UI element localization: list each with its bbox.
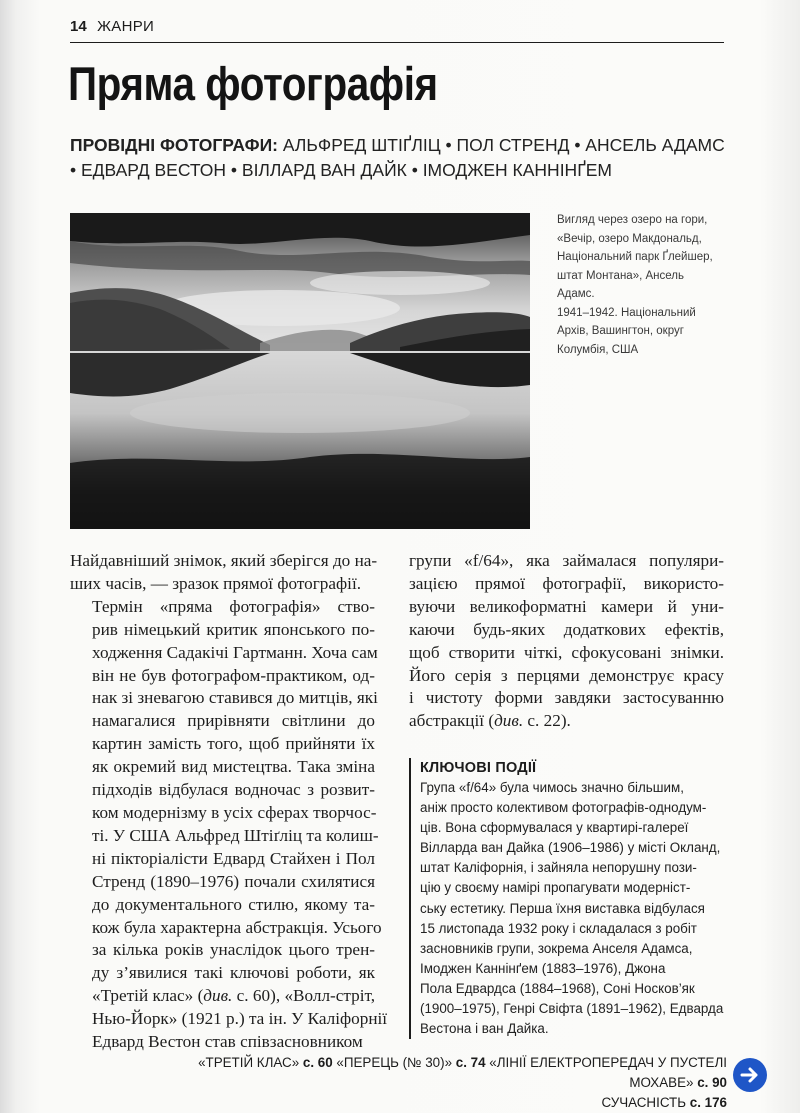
text-line: підходів відбулася водночас з розвит- — [92, 780, 375, 800]
text-line: Вестона і ван Дайка. — [420, 1021, 549, 1037]
text-line: Імоджен Каннінґем (1883–1976), Джона — [420, 960, 666, 976]
text-line: за кілька років унаслідок цього трен- — [92, 940, 375, 960]
footer-line-1 — [132, 1053, 727, 1093]
text-line: (1900–1975), Генрі Свіфта (1891–1962), Едварда — [420, 1001, 724, 1017]
photographers-names-1: АЛЬФРЕД ШТІҐЛІЦ • ПОЛ СТРЕНД • АНСЕЛЬ АДАМС — [282, 135, 725, 155]
cross-reference: див. — [203, 986, 233, 1006]
caption-line: «Вечір, озеро Макдональд, — [557, 232, 702, 245]
key-events-box — [409, 758, 740, 1039]
footer-link-page: с. 74 — [455, 1055, 486, 1070]
text-line: щоб створити чіткі, сфокусовані знімки. — [409, 642, 724, 662]
text-line: до документального стилю, якому та- — [92, 894, 375, 914]
footer-link-page: с. 60 — [302, 1055, 333, 1070]
text-line: Пола Едвардса (1884–1968), Соні Носков’як — [420, 980, 695, 996]
caption-line: Колумбія, США — [557, 343, 639, 356]
footer-link-page: с. 176 — [689, 1095, 727, 1110]
photographers-names-2: • ЕДВАРД ВЕСТОН • ВІЛЛАРД ВАН ДАЙК • ІМОДЖЕН КАННІНҐЕМ — [70, 160, 612, 180]
body-column-right — [409, 550, 724, 733]
paragraph-3 — [409, 550, 724, 733]
next-page-button[interactable] — [733, 1058, 767, 1092]
lake-mountains-photo — [70, 213, 530, 529]
caption-line: 1941–1942. Національний — [557, 306, 696, 319]
footer-link-title: СУЧАСНІСТЬ — [601, 1095, 687, 1110]
cross-reference: див. — [494, 711, 524, 731]
text-line: Термін «пряма фотографія» ство- — [92, 596, 375, 616]
text-line: ходження Садакічі Гартманн. Хоча сам — [92, 642, 378, 662]
footer-references — [132, 1053, 727, 1113]
text-fragment: с. 60), «Волл-стріт, — [232, 986, 375, 1006]
text-line: зацією прямої фотографії, використо- — [409, 573, 724, 593]
text-line — [70, 985, 375, 1008]
text-line: 15 листопада 1932 року і складалася з робіт — [420, 920, 697, 936]
text-fragment: с. 22). — [523, 711, 571, 731]
text-line: Група «f/64» була чимось значно більшим, — [420, 780, 684, 795]
footer-link-title: «ПЕРЕЦЬ (№ 30)» — [336, 1055, 453, 1070]
text-line: Вілларда ван Дайка (1906–1986) у місті Окланд, — [420, 840, 721, 856]
text-line: ті. У США Альфред Штіґліц та колиш- — [92, 825, 379, 845]
text-line: аніж просто колективом фотографів-однодум- — [420, 800, 707, 816]
footer-link[interactable] — [601, 1095, 727, 1110]
text-line: групи «f/64», яка займалася популяри- — [409, 551, 724, 570]
page-number: 14 — [70, 18, 87, 35]
caption-line: Вигляд через озеро на гори, — [557, 214, 708, 226]
photographers-line-1 — [70, 133, 750, 158]
text-line: вуючи великоформатні камери й уни- — [409, 596, 724, 616]
text-line: як окремий вид мистецтва. Така зміна — [92, 757, 375, 777]
text-line: ком модернізму в усіх сферах творчос- — [92, 802, 377, 822]
text-line: ду з’явилися такі ключові роботи, як — [92, 963, 375, 983]
text-line: намагалися прирівняти світлини до — [92, 711, 375, 731]
text-line: рив німецький критик японського по- — [92, 619, 375, 639]
text-line: засновників групи, зокрема Анселя Адамса, — [420, 940, 693, 956]
text-line: Стренд (1890–1976) почали схилятися — [92, 871, 375, 891]
text-line: ні пікторіалісти Едвард Стайхен і Пол — [92, 848, 375, 868]
text-line: нак зі зневагою ставився до митців, які — [92, 688, 378, 708]
text-line: Нью-Йорк» (1921 р.) та ін. У Каліфорнії — [92, 1009, 388, 1029]
key-events-text — [420, 778, 740, 1039]
footer-line-2 — [132, 1093, 727, 1113]
text-line: штат Каліфорнія, і зайняла непорушну пози- — [420, 860, 697, 876]
text-line: каючи будь-яких додаткових ефектів, — [409, 619, 724, 639]
footer-link[interactable] — [336, 1055, 485, 1070]
caption-line: Національний парк Ґлейшер, — [557, 251, 713, 263]
text-line: кож була характерна абстракція. Усього — [92, 917, 382, 937]
text-line: картин замість того, щоб прийняти їх — [92, 734, 375, 754]
text-line: ців. Вона сформувалася у квартирі-галереї — [420, 820, 689, 836]
footer-link-page: с. 90 — [697, 1075, 727, 1090]
footer-link[interactable] — [198, 1055, 333, 1070]
text-line: ську естетику. Перша їхня виставка відбулася — [420, 900, 705, 916]
text-fragment: абстракції ( — [409, 711, 495, 731]
leading-photographers — [70, 133, 750, 183]
section-title: ЖАНРИ — [97, 18, 155, 35]
key-events-title: КЛЮЧОВІ ПОДІЇ — [420, 760, 537, 776]
text-line: Його серія з перцями демонструє красу — [409, 665, 724, 685]
footer-link-title: «ЛІНІЇ ЕЛЕКТРОПЕРЕДАЧ У ПУСТЕЛІ МОХАВЕ» — [489, 1055, 727, 1090]
text-line: цію у своєму намірі пропагувати модерніст- — [420, 880, 691, 896]
body-column-left — [70, 550, 388, 1054]
text-line: Едвард Вестон став співзасновником — [92, 1032, 363, 1052]
caption-line: Архів, Вашингтон, округ — [557, 325, 684, 337]
arrow-right-icon — [739, 1064, 761, 1086]
text-fragment: «Третій клас» ( — [92, 986, 204, 1006]
text-line: ших часів, — зразок прямої фотографії. — [70, 573, 362, 593]
text-line — [409, 710, 724, 733]
paragraph-1 — [70, 550, 378, 596]
footer-link[interactable] — [489, 1055, 727, 1090]
photographers-label: ПРОВІДНІ ФОТОГРАФИ: — [70, 135, 278, 155]
text-line: він не був фотографом-практиком, од- — [92, 665, 375, 685]
photo-caption — [557, 211, 717, 359]
text-line: і чистоту форми завдяки застосуванню — [409, 688, 724, 708]
paragraph-2 — [70, 596, 388, 1054]
footer-link-title: «ТРЕТІЙ КЛАС» — [198, 1055, 300, 1070]
caption-line: штат Монтана», Ансель Адамс. — [557, 269, 684, 300]
running-header — [70, 18, 724, 43]
page-title: Пряма фотографія — [68, 57, 438, 110]
text-line: Найдавніший знімок, який зберігся до на- — [70, 551, 378, 570]
